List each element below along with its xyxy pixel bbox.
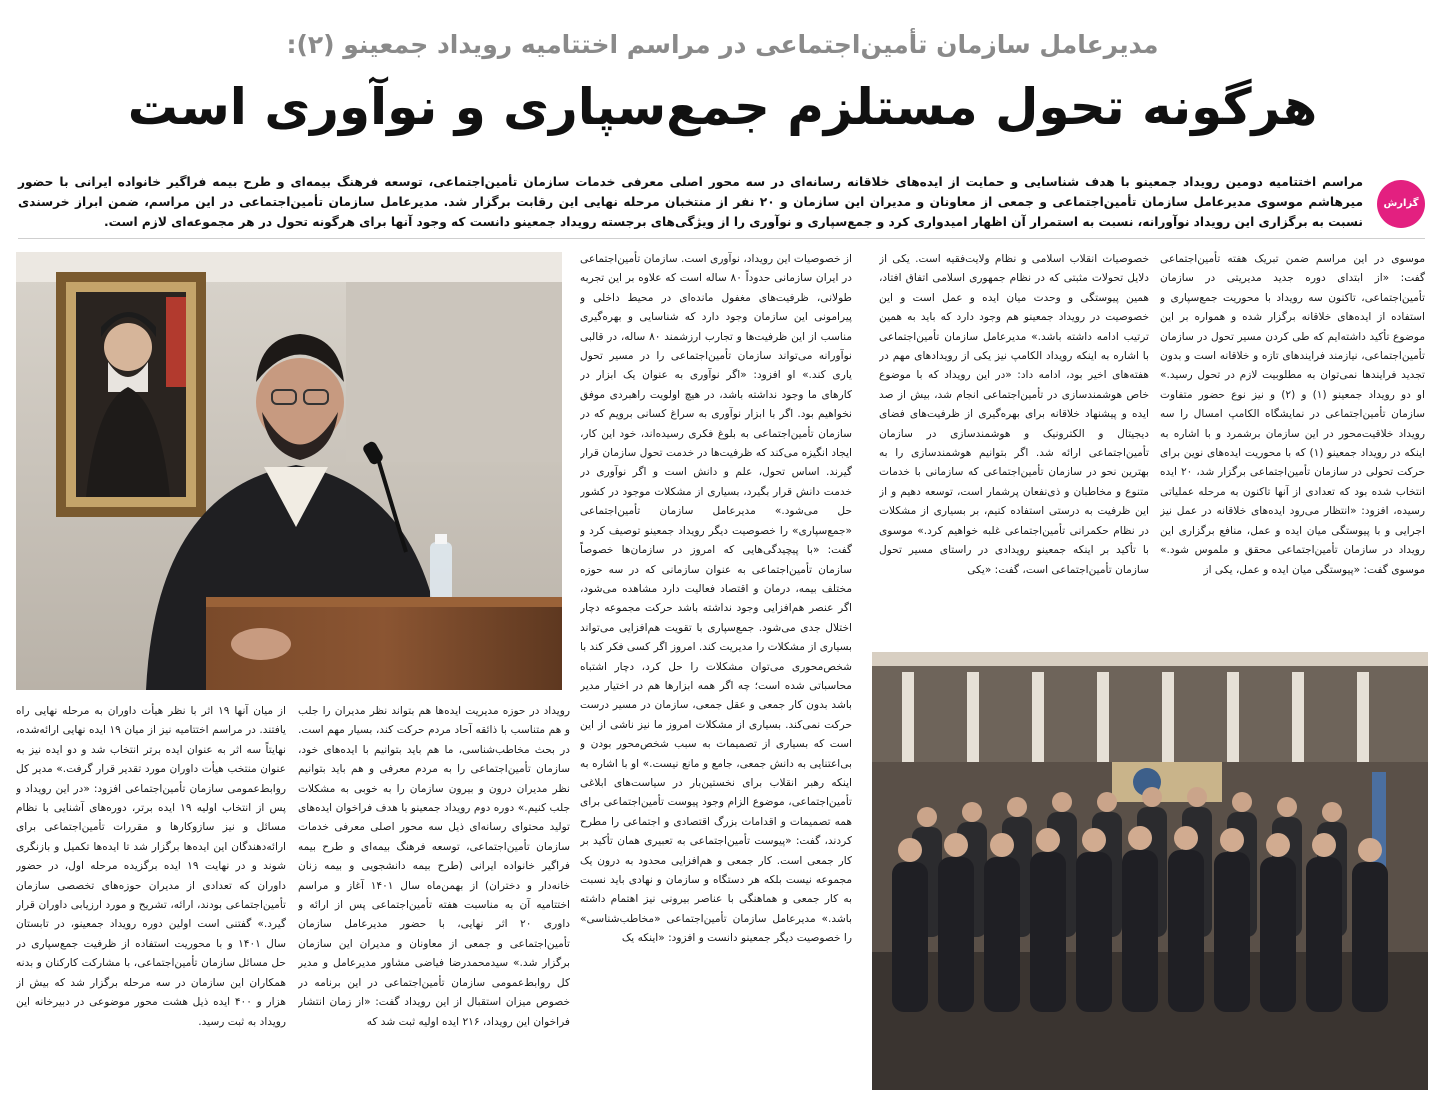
divider (18, 238, 1425, 239)
group-photo (872, 652, 1428, 1090)
lead-text: مراسم اختتامیه دومین رویداد جمعینو با هدف شناسایی و حمایت از ایده‌های خلاقانه رسانه‌ای در سه محور اصلی معرفی خدمات سازمان تأمین‌اجتماعی، توسعه فرهنگ بیمه‌ای و طرح بیمه فراگیر خانواده ایرانی با حضور میرهاشم موسوی مدیرعامل سازمان تأمین‌اجتماعی و جمعی از معاونان و مدیران این سازمان و ۲۰ نفر از منتخبان مرحله نهایی این رقابت برگزار شد. مدیرعامل سازمان تأمین‌اجتماعی در این مراسم، ضمن ابراز خرسندی نسبت به برگزاری این رویداد نوآورانه، نسبت به استمرار آن اظهار امیدواری کرد و جمع‌سپاری و نوآوری را از ویژگی‌های برجسته رویداد جمعینو دانست که وجود آنها برای هرگونه تحول در هر مجموعه‌ای لازم است. (18, 175, 1363, 229)
column-text: رویداد در حوزه مدیریت ایده‌ها هم بتواند نظر مدیران را جلب و هم متناسب با ذائقه آحاد مردم حرکت کند، بسیار مهم است. در بحث مخاطب‌شناسی، ما هم باید بتوانیم با ایده‌های خود، سازمان تأمین‌اجتماعی را به مردم معرفی و هم باید بتوانیم نظر مدیران درون و بیرون سازمان را به خوبی به مشکلات جلب کنیم.» دوره دوم رویداد جمعینو با هدف فراخوان ایده‌های تولید محتوای رسانه‌ای ذیل سه محور اصلی معرفی خدمات سازمان تأمین‌اجتماعی، توسعه فرهنگ بیمه‌ای و طرح بیمه فراگیر خانواده ایرانی (طرح بیمه دانشجویی و بیمه زنان خانه‌دار و دختران) از بهمن‌ماه سال ۱۴۰۱ آغاز و مراسم اختتامیه آن به مناسبت هفته تأمین‌اجتماعی پس از ارائه و داوری ۲۰ اثر نهایی، با حضور مدیرعامل سازمان تأمین‌اجتماعی و جمعی از معاونان و مدیران این سازمان برگزار شد.» سیدمحمدرضا فیاضی مشاور مدیرعامل و مدیر کل روابط‌عمومی سازمان تأمین‌اجتماعی در این برنامه در خصوص میزان استقبال از این رویداد گفت: «از زمان انتشار فراخوان این رویداد، ۲۱۶ ایده اولیه ثبت شد که (298, 705, 570, 1028)
lead-paragraph (18, 172, 1425, 232)
column-text: موسوی در این مراسم ضمن تبریک هفته تأمین‌اجتماعی گفت: «از ابتدای دوره جدید مدیریتی در سازمان تأمین‌اجتماعی، تاکنون سه رویداد با محوریت جمع‌سپاری و استفاده از ایده‌های خلاقانه برگزار شده و همواره بر این موضوع تأکید داشته‌ایم که طی کردن مسیر تحول در سازمان تأمین‌اجتماعی، نیازمند فرایندهای تازه و خلاقانه است و بدون تجدید فرایندها نمی‌توان به مطلوبیت لازم در تحول رسید.» او دو رویداد جمعینو (۱) و (۲) و نیز نوع حضور متفاوت سازمان تأمین‌اجتماعی در نمایشگاه الکامپ امسال را سه رویداد خلاقیت‌محور در این سازمان برشمرد و با اشاره به اینکه در رویداد جمعینو (۱) که با محوریت ایده‌های نوین برای حرکت تحولی در سازمان تأمین‌اجتماعی برگزار شد، ۲۰ ایده انتخاب شده بود که تعدادی از آنها تاکنون به مرحله عملیاتی رسیده، افزود: «انتظار می‌رود ایده‌های خلاقانه در عمل نیز اجرایی و با پیوستگی میان ایده و عمل، منافع برگزاری این رویداد در سازمان تأمین‌اجتماعی محقق و ملموس شود.» موسوی گفت: «پیوستگی میان ایده و عمل، یکی از (1160, 253, 1425, 576)
article-column-3 (580, 250, 852, 1096)
column-text: از خصوصیات این رویداد، نوآوری است. سازمان تأمین‌اجتماعی در ایران سازمانی حدوداً ۸۰ ساله است که علاوه بر این تجربه طولانی، ظرفیت‌های مغفول مانده‌ای در محیط داخلی و پیرامونی این سازمان وجود دارد که شناسایی و بهره‌گیری مناسب از این ظرفیت‌ها و تجارب ارزشمند ۸۰ ساله، در قالبی نوآورانه می‌تواند سازمان تأمین‌اجتماعی را در مسیر تحول یاری کند.» او افزود: «اگر نوآوری به عنوان یک ابزار در کارهای ما وجود نداشته باشد، در هیچ اولویت راهبردی موفق نخواهیم بود. اگر با ابزار نوآوری به سراغ کسانی برویم که در سازمان تأمین‌اجتماعی به بلوغ فکری رسیده‌اند، خود این کار، ایجاد انگیزه می‌کند که ظرفیت‌ها در خدمت تحول سازمان قرار گیرند. اساس تحول، علم و دانش است و اگر نوآوری در خدمت دانش قرار بگیرد، بسیاری از مشکلات موجود در کشور حل می‌شود.» مدیرعامل سازمان تأمین‌اجتماعی «جمع‌سپاری» را خصوصیت دیگر رویداد جمعینو توصیف کرد و گفت: «با پیچیدگی‌هایی که امروز در سازمان‌ها خصوصاً سازمان تأمین‌اجتماعی به عنوان سازمانی که در سه حوزه مختلف بیمه، درمان و اقتصاد فعالیت دارد مشاهده می‌شود، اگر عنصر هم‌افزایی وجود نداشته باشد حرکت مجموعه دچار اختلال جدی می‌شود. جمع‌سپاری با تقویت هم‌افزایی می‌تواند بسیاری از مشکلات را مدیریت کند. امروز اگر کسی فکر کند با شخص‌محوری می‌توان مشکلات را حل کرد، دچار اشتباه محاسباتی شده است؛ چه اگر همه ابزارها هم در اختیار مدیر باشد بدون کار جمعی و عقل جمعی، سازمان در مسیر درست حرکت نمی‌کند. بسیاری از مشکلات امروز ما نیز ناشی از این است که بسیاری از تصمیمات به سبب شخص‌محور بودن و بی‌اعتنایی به دانش جمعی، جامع و مانع نیست.» او با اشاره به اینکه رهبر انقلاب برای نخستین‌بار در سیاست‌های ابلاغی تأمین‌اجتماعی، موضوع الزام وجود پیوست تأمین‌اجتماعی برای همه تصمیمات و اقدامات بزرگ اقتصادی و اجتماعی را مطرح کردند، گفت: «پیوست تأمین‌اجتماعی به تعبیری همان تأکید بر کار جمعی است. کار جمعی و هم‌افزایی محدود به درون یک مجموعه نیست بلکه هر دستگاه و سازمان و نهادی باید نسبت به کار جمعی و هماهنگی با عناصر بیرونی نیز اهتمام داشته باشد.» مدیرعامل سازمان تأمین‌اجتماعی «مخاطب‌شناسی» را خصوصیت دیگر جمعینو دانست و افزود: «اینکه یک (580, 253, 852, 945)
article-column-2 (879, 250, 1149, 645)
column-text: خصوصیات انقلاب اسلامی و نظام ولایت‌فقیه است. یکی از دلایل تحولات مثبتی که در نظام جمهوری اسلامی اتفاق افتاد، همین پیوستگی و وحدت میان ایده و عمل است و این خصوصیت در رویداد جمعینو هم وجود دارد که باید به همین ترتیب ادامه داشته باشد.» مدیرعامل سازمان تأمین‌اجتماعی با اشاره به اینکه رویداد الکامپ نیز یکی از رویدادهای مهم در هفته‌های اخیر بود، ادامه داد: «در این رویداد که با موضوع خاص هوشمندسازی در تأمین‌اجتماعی انجام شد، بیش از صد ایده و پیشنهاد خلاقانه برای بهره‌گیری از ظرفیت‌های فضای دیجیتال و الکترونیک و هوشمندسازی در سازمان تأمین‌اجتماعی ارائه شد. اگر بتوانیم هوشمندسازی را به بهترین نحو در سازمان تأمین‌اجتماعی که سازمانی با خدمات متنوع و مخاطبان و ذی‌نفعان پرشمار است، توسعه دهیم و از این ظرفیت به درستی استفاده کنیم، بر بسیاری از مشکلات در نظام حکمرانی تأمین‌اجتماعی غلبه خواهیم کرد.» موسوی با تأکید بر اینکه جمعینو رویدادی در راستای مسیر تحول سازمان تأمین‌اجتماعی است، گفت: «یکی (879, 253, 1149, 576)
article-column-5 (16, 702, 286, 1098)
article-column-4 (298, 702, 570, 1098)
speaker-photo (16, 252, 562, 690)
article-column-1 (1160, 250, 1425, 645)
report-badge: گزارش (1377, 180, 1425, 228)
headline: هرگونه تحول مستلزم جمع‌سپاری و نوآوری است (127, 78, 1318, 136)
column-text: از میان آنها ۱۹ اثر با نظر هیأت داوران به مرحله نهایی راه یافتند. در مراسم اختتامیه نیز از میان ۱۹ ایده نهایی ارائه‌شده، نهایتاً سه اثر به عنوان ایده برتر انتخاب شد و دو ایده نیز به عنوان منتخب هیأت داوران مورد تقدیر قرار گرفت.» مدیر کل روابط‌عمومی سازمان تأمین‌اجتماعی افزود: «در این رویداد و پس از انتخاب اولیه ۱۹ ایده برتر، دوره‌های آشنایی با نظام مسائل و نیز سازوکارها و مقررات تأمین‌اجتماعی برای ارائه‌دهندگان این ایده‌ها برگزار شد تا ایده‌ها تکمیل و بازنگری شوند و در نهایت ۱۹ ایده برگزیده مرحله اول، در حضور داوران که تعدادی از مدیران حوزه‌های تخصصی سازمان تأمین‌اجتماعی بودند، ارائه، تشریح و مورد ارزیابی داوران قرار گیرد.» گفتنی است اولین دوره رویداد جمعینو، در تابستان سال ۱۴۰۱ و با محوریت استفاده از ظرفیت جمع‌سپاری در حل مسائل سازمان تأمین‌اجتماعی، با مشارکت کارکنان و بدنه همکاران این سازمان در سه مرحله برگزار شد که بیش از هزار و ۴۰۰ ایده ذیل هشت محور موضوعی در دبیرخانه این رویداد به ثبت رسید. (16, 705, 286, 1028)
overline-kicker: مدیرعامل سازمان تأمین‌اجتماعی در مراسم اختتامیه رویداد جمعینو (۲): (286, 30, 1159, 59)
